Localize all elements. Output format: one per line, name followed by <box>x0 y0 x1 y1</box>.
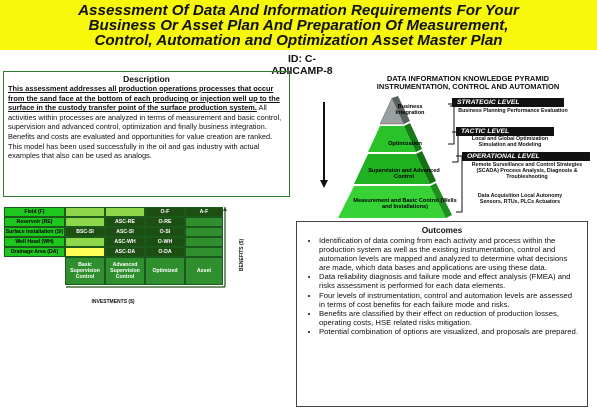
matrix-cell: BSC-SI <box>65 227 105 237</box>
outcome-item: • Data reliability diagnosis and failure mode and effect analysis (FMEA) and risks assessment is performed for each data elements. <box>319 272 579 290</box>
band-tactic-level: TACTIC LEVEL <box>456 127 554 136</box>
col-header-basic-supervision: Basic Supervision Control <box>65 257 105 285</box>
description-bold-text: This assessment addresses all production operations processes that occur from the sand face at the bottom of each producing or injection well up to the surface in the custody transfer point of the surface production system. <box>8 84 280 113</box>
tactic-description: Local and Global Optimization Simulation and Modeling <box>471 136 549 148</box>
data-acquisition-description: Data Acquisition Local Autonomy Sensors, RTUs, PLCs Actuators <box>477 193 563 205</box>
pyramid-title-line-1: DATA INFORMATION KNOWLEDGE PYRAMID <box>386 74 550 83</box>
description-box <box>3 71 290 197</box>
outcome-item: • Potential combination of options are visualized, and proposals are prepared. <box>319 327 579 336</box>
matrix-cell: O-WH <box>145 237 185 247</box>
outcome-item: • Benefits are classified by their effect on reduction of production losses, operating costs, HSE related risks mitigation. <box>319 309 579 327</box>
title-line-3: Control, Automation and Optimization Asset Master Plan <box>94 32 503 49</box>
row-label-surface-installation: Surface Installation (SI) <box>5 229 64 235</box>
matrix-cell: A-F <box>185 207 223 217</box>
title-line-2: Business Or Asset Plan And Preparation Of Measurement, <box>88 17 509 34</box>
level-measurement-basic-control: Measurement and Basic Control (Wells and Installations) <box>353 198 457 211</box>
level-business-integration: Business Integration <box>395 104 425 117</box>
outcomes-list <box>305 236 579 336</box>
matrix-cell: O-SI <box>145 227 185 237</box>
band-strategic-level: STRATEGIC LEVEL <box>452 98 564 107</box>
description-body-text: All activities within processes are analyzed in terms of measurement and basic control, supervision and advanced control, optimization and finally business integration. Benefits and costs are evaluated and opportunities for value creation are ranked. This model has been used successfully in the oil and gas industry with actual examples that also can be used as analogs. <box>8 103 282 161</box>
outcomes-heading: Outcomes <box>421 225 463 235</box>
matrix-cell: ASC-RE <box>105 217 145 227</box>
matrix-axes <box>4 207 234 305</box>
col-header-asset: Asset <box>185 257 223 285</box>
row-label-reservoir: Reservoir (RE) <box>4 217 65 227</box>
matrix-cell: ASC-WH <box>105 237 145 247</box>
col-header-advanced-supervision: Advanced Supervision Control <box>105 257 145 285</box>
level-supervision-advanced-control: Supervision and Advanced Control <box>368 168 440 181</box>
level-optimization: Optimization <box>388 141 422 147</box>
benefits-axis-label: BENEFITS ($) <box>239 238 246 272</box>
outcomes-box <box>296 221 588 407</box>
row-label-drainage-area: Drainage Area (DA) <box>4 247 65 257</box>
matrix-cell: ASC-DA <box>105 247 145 257</box>
matrix-cell: O-DA <box>145 247 185 257</box>
pyramid-title-line-2: INSTRUMENTATION, CONTROL AND AUTOMATION <box>376 82 560 92</box>
operational-description: Remote Surveillance and Control Strategies (SCADA) Process Analysis, Diagnosis & Troubleshooting <box>471 162 583 180</box>
title-banner <box>0 0 597 50</box>
outcome-item: • Identification of data coming from each activity and process within the production system as well as the existing instrumentation, control and automation levels are mapped and analyzed to determine what decisions are made, which data bases and applications are using these data. <box>319 236 579 272</box>
col-header-optimized: Optimized <box>145 257 185 285</box>
row-label-well-head: Well Head (WH) <box>4 237 65 247</box>
matrix-cell: O-F <box>145 207 185 217</box>
pyramid-title <box>341 75 595 92</box>
band-operational-level: OPERATIONAL LEVEL <box>462 152 590 161</box>
benefit-investment-matrix <box>4 207 234 305</box>
row-label-field: Field (F) <box>4 207 65 217</box>
investments-axis-label: INVESTMENTS ($) <box>91 299 135 305</box>
outcome-item: • Four levels of instrumentation, control and automation levels are assessed in terms of cost benefits for each failure mode and risks. <box>319 291 579 309</box>
matrix-cell: O-RE <box>145 217 185 227</box>
matrix-cell: ASC-SI <box>105 227 145 237</box>
strategic-description: Business Planning Performance Evaluation <box>458 108 568 114</box>
document-code: ID: C-ADIICAMP-8 <box>271 53 333 77</box>
description-heading: Description <box>123 74 170 84</box>
title-line-1: Assessment Of Data And Information Requirements For Your <box>78 2 519 19</box>
